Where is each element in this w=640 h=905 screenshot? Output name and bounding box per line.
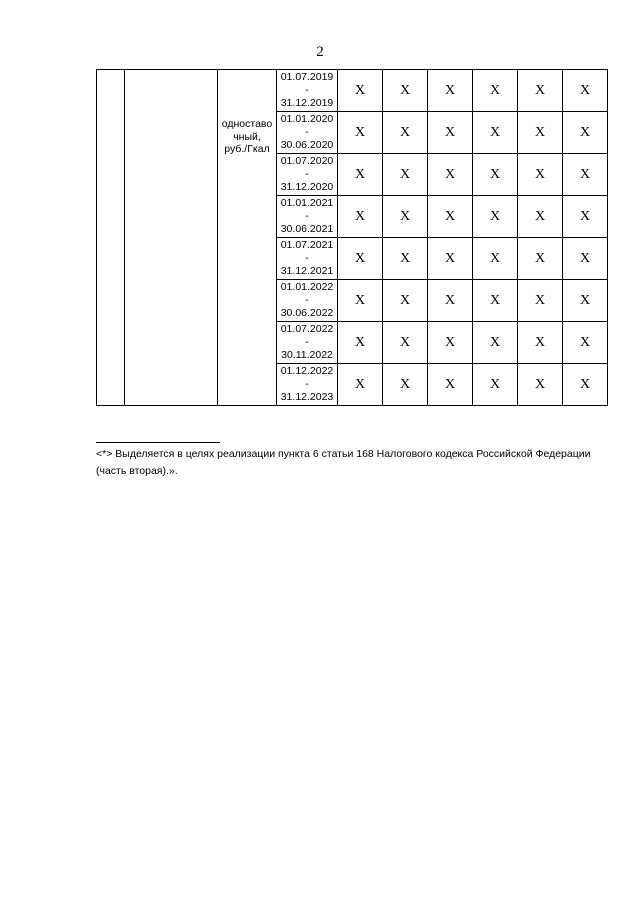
x-mark-cell: X [383, 364, 428, 406]
period-from: 01.07.2019 [280, 71, 334, 83]
x-mark-cell: X [473, 112, 518, 154]
period-to: 30.11.2022 [281, 349, 333, 361]
period-cell [277, 196, 338, 238]
period-dash: - [305, 168, 309, 180]
x-mark-cell: X [563, 364, 608, 406]
x-mark-cell: X [518, 238, 563, 280]
x-mark-cell: X [563, 70, 608, 112]
x-mark-cell: X [383, 154, 428, 196]
period-cell [277, 238, 338, 280]
x-mark-cell: X [338, 280, 383, 322]
x-mark-cell: X [428, 364, 473, 406]
x-mark-cell: X [428, 112, 473, 154]
x-mark-cell: X [428, 280, 473, 322]
x-mark-cell: X [383, 112, 428, 154]
period-cell [277, 364, 338, 406]
x-mark-cell: X [518, 154, 563, 196]
period-dash: - [305, 252, 309, 264]
period-cell [277, 70, 338, 112]
x-mark-cell: X [518, 196, 563, 238]
x-mark-cell: X [428, 322, 473, 364]
period-to: 30.06.2022 [280, 307, 334, 319]
period-cell [277, 280, 338, 322]
x-mark-cell: X [383, 196, 428, 238]
x-mark-cell: X [428, 238, 473, 280]
period-dash: - [305, 378, 309, 390]
x-mark-cell: X [473, 154, 518, 196]
period-from: 01.01.2022 [280, 281, 334, 293]
x-mark-cell: X [563, 196, 608, 238]
period-to: 30.06.2020 [280, 139, 334, 151]
x-mark-cell: X [383, 238, 428, 280]
unit-line: чный, [233, 130, 261, 143]
x-mark-cell: X [338, 70, 383, 112]
period-from: 01.01.2021 [280, 197, 334, 209]
x-mark-cell: X [338, 238, 383, 280]
period-dash: - [305, 336, 309, 348]
unit-cell [218, 70, 277, 406]
x-mark-cell: X [338, 364, 383, 406]
unit-line: одноставо [221, 118, 273, 130]
x-mark-cell: X [338, 112, 383, 154]
x-mark-cell: X [428, 196, 473, 238]
period-from: 01.12.2022 [280, 365, 334, 377]
x-mark-cell: X [383, 322, 428, 364]
tariff-table [96, 69, 608, 406]
period-dash: - [305, 126, 309, 138]
x-mark-cell: X [428, 70, 473, 112]
x-mark-cell: X [563, 280, 608, 322]
x-mark-cell: X [473, 70, 518, 112]
period-to: 31.12.2023 [280, 391, 334, 403]
x-mark-cell: X [518, 280, 563, 322]
x-mark-cell: X [518, 364, 563, 406]
x-mark-cell: X [383, 70, 428, 112]
unit-line: руб./Гкал [224, 143, 270, 155]
x-mark-cell: X [563, 112, 608, 154]
footnote-text: <*> Выделяется в целях реализации пункта 6 статьи 168 Налогового кодекса Российской Федерации (часть вторая).». [96, 448, 591, 477]
period-to: 30.06.2021 [280, 223, 334, 235]
x-mark-cell: X [473, 322, 518, 364]
period-dash: - [305, 294, 309, 306]
period-dash: - [305, 210, 309, 222]
empty-cell [125, 70, 218, 406]
period-cell [277, 112, 338, 154]
period-to: 31.12.2019 [280, 97, 334, 109]
period-from: 01.07.2022 [280, 323, 334, 335]
tariff-table-container [96, 69, 608, 406]
x-mark-cell: X [338, 196, 383, 238]
period-cell [277, 322, 338, 364]
period-from: 01.07.2020 [280, 155, 334, 167]
x-mark-cell: X [518, 322, 563, 364]
x-mark-cell: X [473, 280, 518, 322]
period-to: 31.12.2021 [280, 265, 334, 277]
footnote-separator [96, 442, 220, 443]
x-mark-cell: X [338, 154, 383, 196]
x-mark-cell: X [428, 154, 473, 196]
x-mark-cell: X [563, 322, 608, 364]
table-row [97, 70, 608, 112]
x-mark-cell: X [383, 280, 428, 322]
x-mark-cell: X [563, 238, 608, 280]
x-mark-cell: X [518, 112, 563, 154]
empty-cell [97, 70, 125, 406]
period-from: 01.01.2020 [280, 113, 334, 125]
x-mark-cell: X [473, 196, 518, 238]
x-mark-cell: X [518, 70, 563, 112]
x-mark-cell: X [473, 238, 518, 280]
period-cell [277, 154, 338, 196]
x-mark-cell: X [338, 322, 383, 364]
page-number: 2 [316, 44, 324, 60]
period-to: 31.12.2020 [280, 181, 334, 193]
x-mark-cell: X [563, 154, 608, 196]
x-mark-cell: X [473, 364, 518, 406]
period-dash: - [305, 84, 309, 96]
period-from: 01.07.2021 [280, 239, 334, 251]
